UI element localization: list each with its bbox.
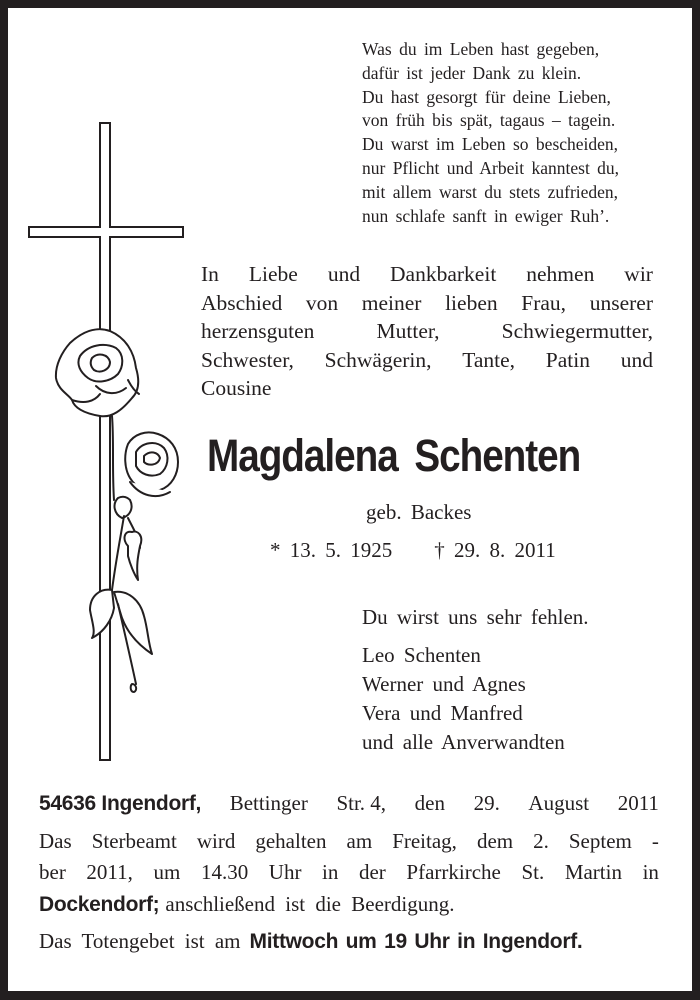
word: dem — [476, 828, 514, 853]
word: meiner — [361, 290, 422, 315]
word: Uhr — [268, 860, 302, 884]
poem-line: Du hast gesorgt für deine Lieben, — [362, 86, 611, 107]
mourner: Werner und Agnes — [362, 672, 526, 696]
word: Tante, — [462, 347, 516, 372]
intro-line: Cousine — [201, 376, 272, 401]
word: St. — [521, 860, 545, 884]
intro-line — [201, 260, 653, 289]
word: Das — [39, 828, 72, 853]
word: - — [651, 828, 659, 853]
word: am — [346, 828, 373, 853]
birth-date: * 13. 5. 1925 — [270, 538, 393, 562]
word: wir — [624, 262, 653, 286]
poem-line: von früh bis spät, tagaus – tagein. — [362, 110, 616, 131]
word: Dankbarkeit — [390, 262, 497, 286]
word: um — [153, 860, 181, 884]
service-line — [39, 826, 659, 858]
mourners-list — [362, 641, 565, 757]
word: Freitag, — [392, 828, 457, 853]
word: der — [358, 860, 386, 884]
address-line — [39, 788, 659, 820]
word: lieben — [445, 290, 498, 315]
word: von — [305, 290, 339, 315]
word: Abschied — [201, 290, 283, 315]
prayer-prefix: Das Totengebet ist am — [39, 929, 241, 953]
poem-line: Was du im Leben hast gegeben, — [362, 39, 600, 59]
mourner: Vera und Manfred — [362, 701, 523, 725]
word: Liebe — [248, 262, 298, 286]
word: Pfarrkirche — [406, 860, 501, 884]
word: in — [642, 860, 659, 884]
intro-line — [201, 289, 653, 318]
poem-line: mit allem warst du stets zufrieden, — [362, 181, 619, 202]
deceased-name: Magdalena Schenten — [207, 430, 581, 481]
word: Martin — [564, 860, 622, 884]
word: unserer — [589, 290, 653, 315]
farewell-message: Du wirst uns sehr fehlen. — [362, 605, 589, 629]
word: in — [322, 860, 339, 884]
poem-line: dafür ist jeder Dank zu klein. — [362, 62, 582, 83]
prayer-time-place: Mittwoch um 19 Uhr in Ingendorf. — [249, 930, 583, 953]
word: 2011 — [617, 791, 659, 815]
service-line — [39, 857, 659, 889]
word: August — [528, 791, 590, 815]
service-location: Dockendorf; — [39, 892, 160, 916]
word: 2. — [533, 828, 549, 853]
word: Sterbeamt — [91, 828, 177, 853]
word: In — [201, 262, 219, 286]
intro-paragraph — [201, 260, 653, 403]
word: Schwägerin, — [324, 347, 432, 372]
mourner: und alle Anverwandten — [362, 730, 565, 754]
word: den — [414, 791, 445, 815]
word: herzensguten — [201, 319, 315, 344]
word: 2011, — [86, 860, 133, 884]
poem-line: nun schlafe sanft in ewiger Ruh’. — [362, 205, 610, 226]
service-line — [39, 889, 659, 921]
word: gehalten — [255, 828, 327, 853]
poem-line: Du warst im Leben so bescheiden, — [362, 134, 619, 155]
footer-info — [39, 788, 659, 958]
word: wird — [196, 828, 236, 853]
word: nehmen — [526, 262, 595, 286]
word: 14.30 — [200, 860, 249, 884]
service-burial-note: anschließend ist die Beerdigung. — [165, 891, 455, 916]
poem — [362, 38, 682, 228]
poem-line: nur Pflicht und Arbeit kanntest du, — [362, 157, 620, 178]
word: ber — [39, 860, 66, 884]
word: Septem — [568, 828, 632, 853]
word: Patin — [545, 347, 590, 372]
birth-name: geb. Backes — [366, 500, 472, 524]
word: Frau, — [521, 290, 567, 315]
intro-line — [201, 317, 653, 346]
word: Schwiegermutter, — [501, 319, 653, 344]
intro-line — [201, 346, 653, 375]
word: und — [327, 262, 361, 286]
mourner: Leo Schenten — [362, 643, 481, 667]
death-date: † 29. 8. 2011 — [434, 538, 556, 562]
word: und — [620, 347, 653, 372]
address-city: 54636 Ingendorf, — [39, 792, 202, 815]
word: 29. — [473, 791, 500, 815]
life-dates — [270, 536, 556, 564]
word: Str. 4, — [336, 791, 387, 815]
word: Mutter, — [376, 319, 440, 344]
word: Bettinger — [229, 791, 308, 815]
word: Schwester, — [201, 347, 294, 372]
prayer-line — [39, 926, 659, 958]
